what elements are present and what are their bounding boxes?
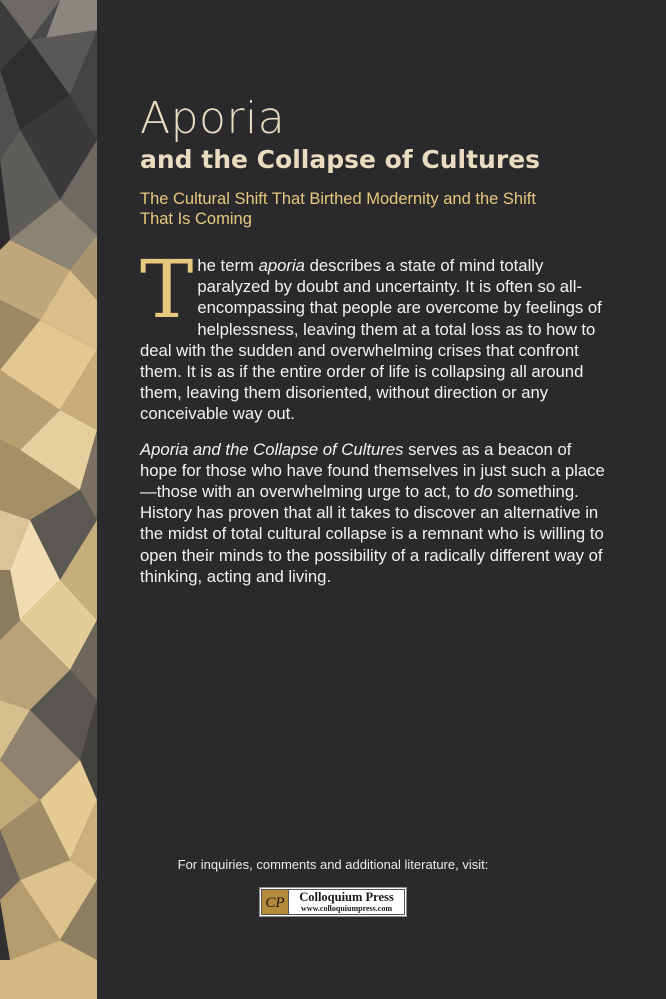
book-subtitle: The Cultural Shift That Birthed Modernity and the Shift That Is Coming: [140, 190, 536, 228]
book-title-reference: Aporia and the Collapse of Cultures: [140, 439, 404, 459]
publisher-monogram-icon: [262, 890, 289, 914]
book-title-continuation: and the Collapse of Cultures: [140, 145, 541, 174]
back-cover-text: [140, 93, 610, 601]
emphasis-do: do: [473, 482, 493, 502]
drop-cap: T: [140, 243, 194, 336]
description-paragraph-1: The term aporia describes a state of mind totally paralyzed by doubt and uncertainty. It is often so all-encompassing that people are overcome by feelings of helplessness, leaving them at a total loss as to how to deal with the sudden and overwhelming crises that confront them. It is as if the entire order of life is collapsing all around them, leaving them disoriented, without direction or any conceivable way out.: [140, 243, 602, 424]
publisher-monogram-text: CP: [265, 895, 285, 911]
inquiry-line: [0, 857, 666, 872]
publisher-url[interactable]: www.colloquiumpress.com: [301, 903, 392, 913]
publisher-name: Colloquium Press: [299, 890, 394, 905]
inquiry-text: For inquiries, comments and additional literature, visit:: [177, 857, 489, 872]
decorative-geometric-side-panel: [0, 0, 97, 999]
description-paragraph-2: Aporia and the Collapse of Cultures serves as a beacon of hope for those who have found themselves in just such a place—those with an overwhelming urge to act, to do something. History has proven that all it takes to discover an alternative in the midst of total cultural collapse is a remnant who is willing to open their minds to the possibility of a radically different way of thinking, acting and living.: [140, 439, 605, 586]
publisher-logo[interactable]: [259, 887, 407, 917]
term-aporia: aporia: [258, 256, 305, 275]
book-title: Aporia: [140, 93, 286, 144]
